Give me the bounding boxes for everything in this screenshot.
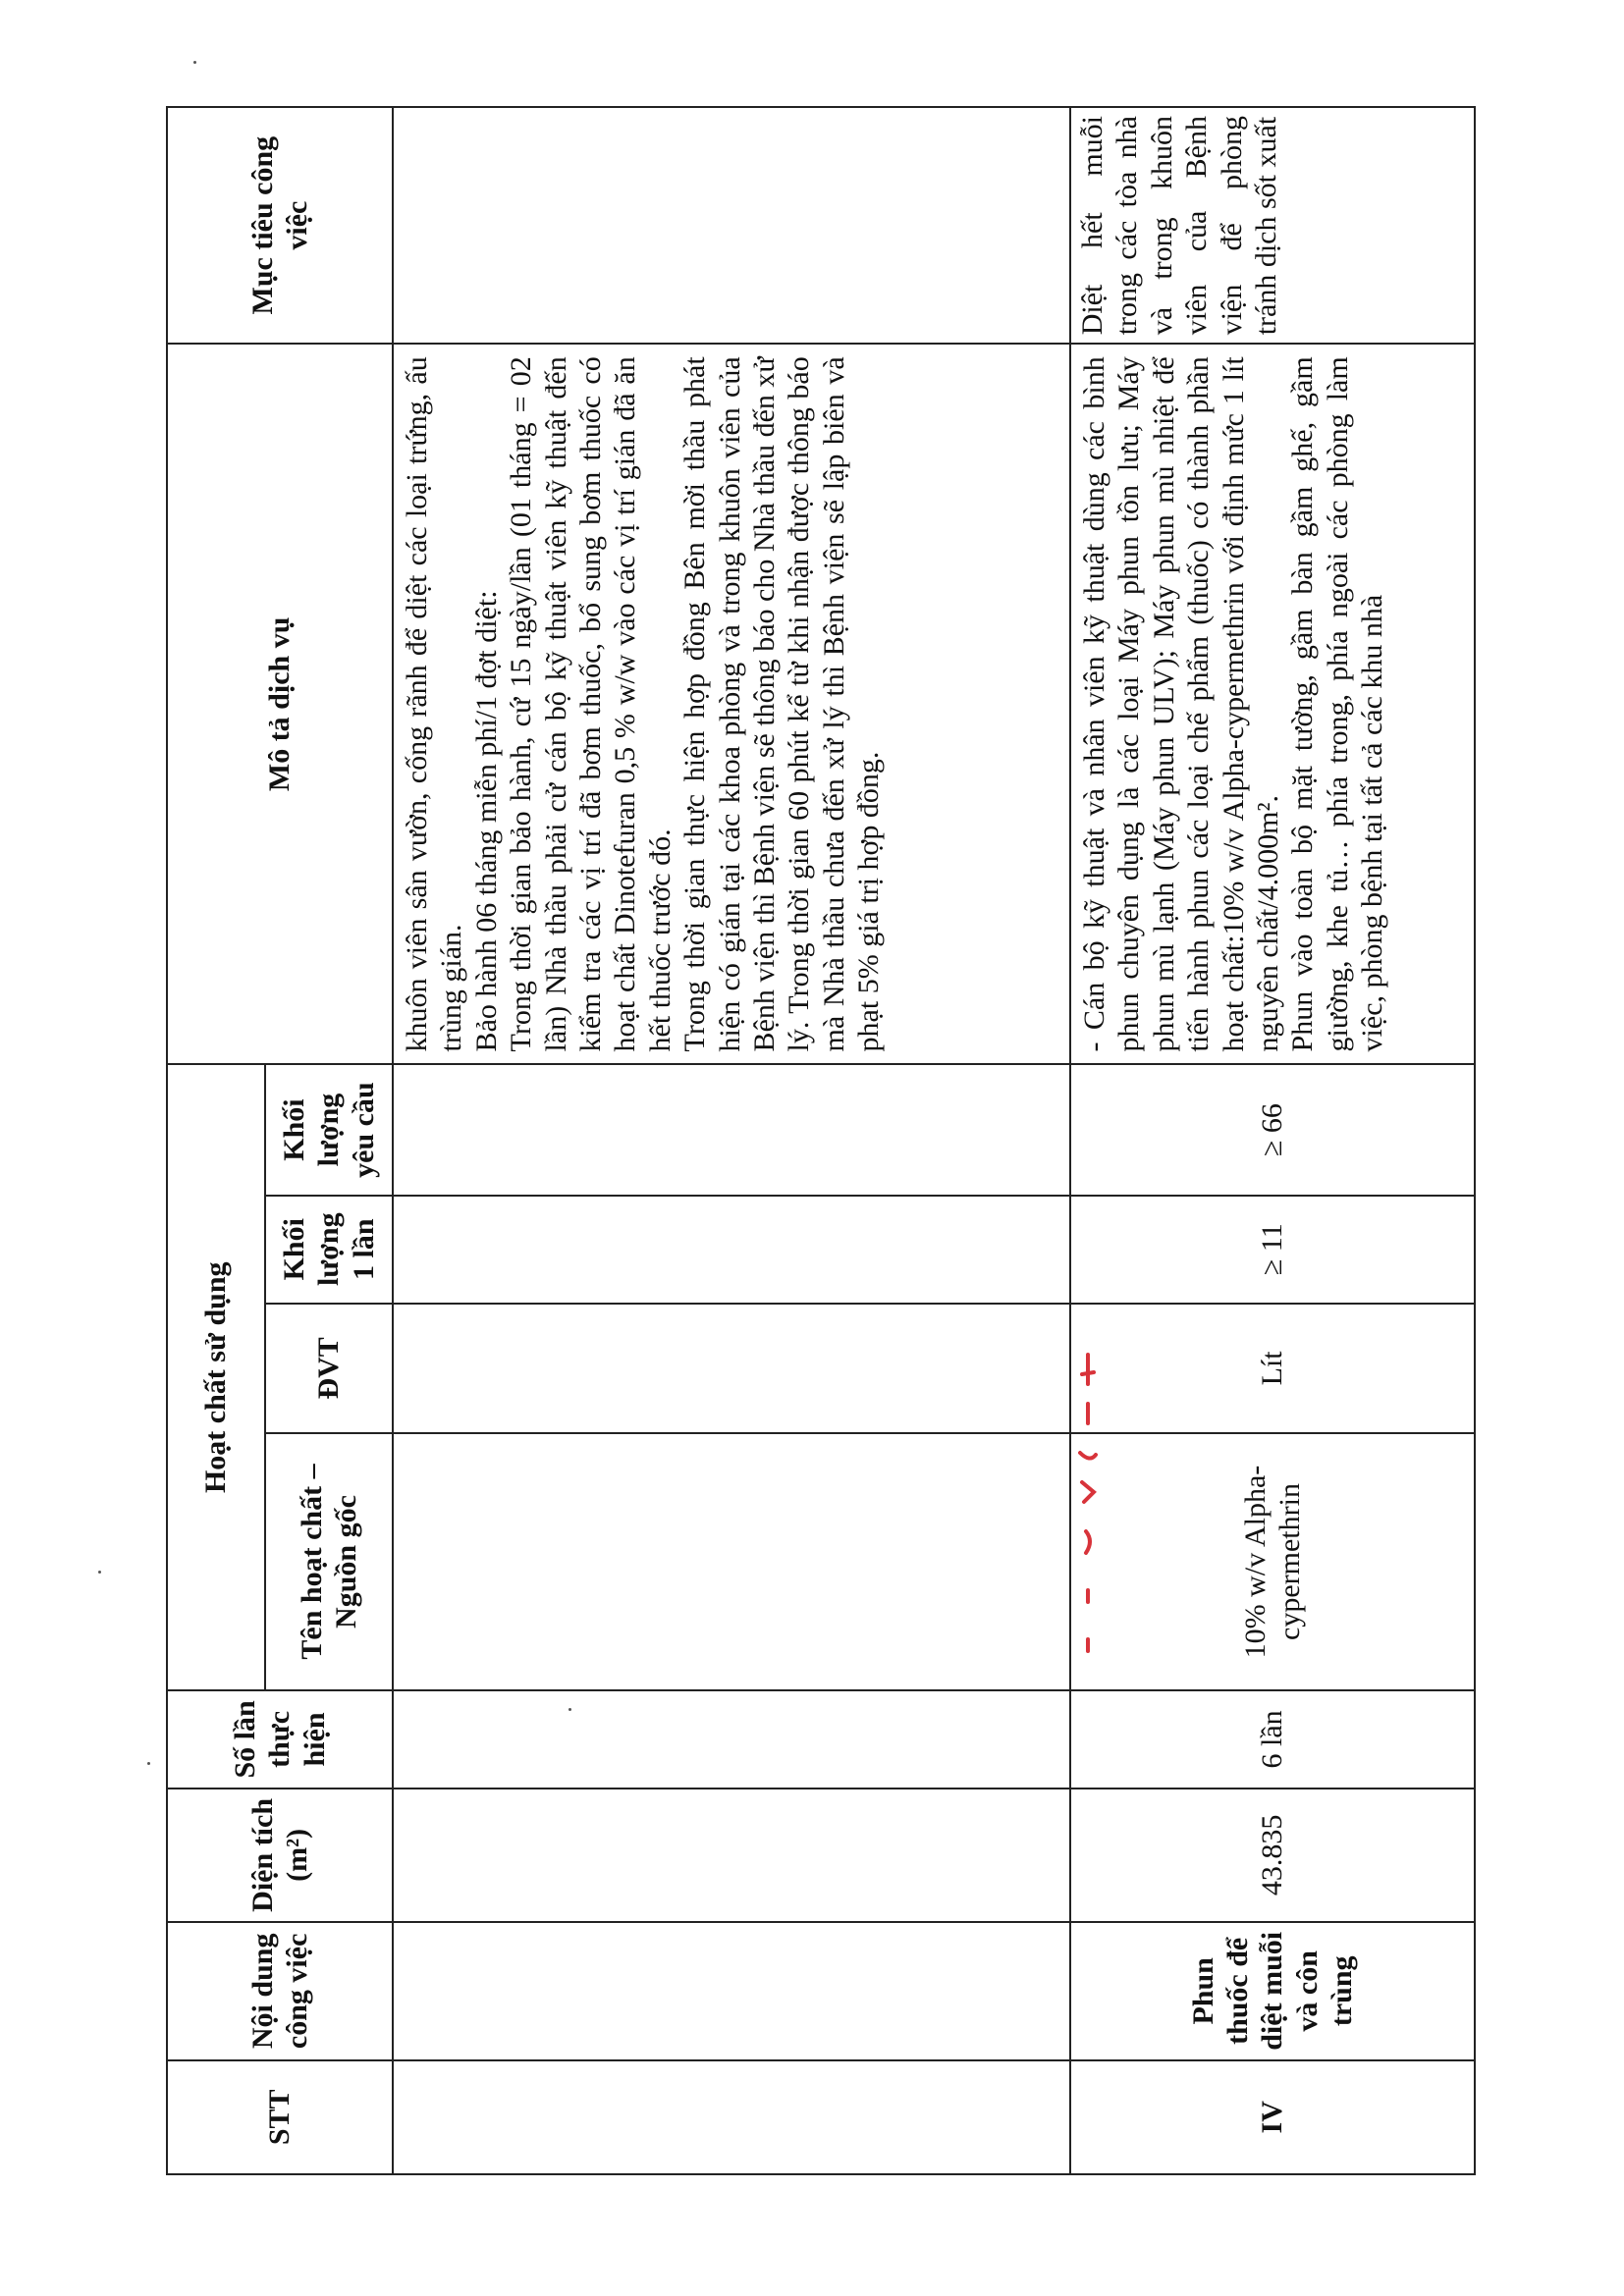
red-initial-mark <box>1068 1345 1108 1669</box>
header-dvt: ĐVT <box>265 1304 393 1433</box>
header-khoi-luong-yeu-cau: Khối lượng yêu cầu <box>265 1064 393 1195</box>
cell-stt: IV <box>1070 2060 1475 2174</box>
red-ink-stroke <box>1086 1531 1090 1553</box>
description-paragraph: Bảo hành 06 tháng miễn phí/1 đợt diệt: <box>469 590 503 1052</box>
cell-noi-dung-empty <box>393 1922 1070 2060</box>
cell-kl1-empty <box>393 1196 1070 1304</box>
cell-khoi-luong-yeu-cau: ≥ 66 <box>1070 1064 1475 1195</box>
cell-so-lan-empty <box>393 1690 1070 1789</box>
table-row-continued <box>393 107 1070 2174</box>
cell-khoi-luong-1-lan: ≥ 11 <box>1070 1196 1475 1304</box>
header-ten-hoat-chat: Tên hoạt chất – Nguồn gốc <box>265 1433 393 1690</box>
description-paragraph: Phun vào toàn bộ mặt tường, gầm bàn gầm ghế, gầm giường, khe tủ… phía trong, phía ngoài các phòng làm việc, phòng bệnh tại tất cả các khu nhà <box>1286 356 1389 1052</box>
cell-hoat-chat-empty <box>393 1433 1070 1690</box>
cell-noi-dung: Phun thuốc để diệt muỗi và côn trùng <box>1070 1922 1475 2060</box>
header-dien-tich: Diện tích (m²) <box>167 1789 393 1922</box>
header-noi-dung: Nội dung công việc <box>167 1922 393 2060</box>
header-muc-tieu: Mục tiêu công việc <box>167 107 393 344</box>
description-paragraph: khuôn viên sân vườn, cống rãnh để diệt các loại trứng, ấu trùng gián. <box>401 356 468 1052</box>
cell-ten-hoat-chat: 10% w/v Alpha-cypermethrin <box>1070 1433 1475 1690</box>
service-table <box>166 106 1476 2175</box>
cell-klyc-empty <box>393 1064 1070 1195</box>
red-ink-stroke <box>1080 1453 1096 1459</box>
cell-stt-empty <box>393 2060 1070 2174</box>
red-ink-stroke <box>1082 1482 1094 1502</box>
cell-description <box>1070 344 1475 1064</box>
table-row-iv <box>1070 107 1475 2174</box>
description-paragraph: - Cán bộ kỹ thuật và nhân viên kỹ thuật dùng các bình phun chuyên dụng là các loại Máy phun tồn lưu; Máy phun mù lạnh (Máy phun ULV); Máy phun mù nhiệt để tiến hành phun các loại chế phẩm (thuốc) có thành phần hoạt chất:10% w/v Alpha-cypermethrin với định mức 1 lít nguyên chất/4.000m². <box>1078 356 1284 1052</box>
cell-dien-tich: 43.835 <box>1070 1789 1475 1922</box>
header-so-lan: Số lần thực hiện <box>167 1690 393 1789</box>
header-row-1 <box>167 107 265 2174</box>
header-stt: STT <box>167 2060 393 2174</box>
cell-muc-tieu: Diệt hết muỗi trong các tòa nhà và trong khuôn viên của Bệnh viện để phòng tránh dịch sốt xuất <box>1070 107 1475 344</box>
cell-muc-tieu-empty <box>393 107 1070 344</box>
cell-dvt-empty <box>393 1304 1070 1433</box>
cell-so-lan: 6 lần <box>1070 1690 1475 1789</box>
cell-dvt: Lít <box>1070 1304 1475 1433</box>
description-paragraph: Trong thời gian bảo hành, cứ 15 ngày/lần (01 tháng = 02 lần) Nhà thầu phải cử cán bộ kỹ thuật viên kỹ thuật đến kiểm tra các vị trí đã bơm thuốc, bổ sung bơm thuốc có hoạt chất Dinotefuran 0,5 % w/w vào các vị trí gián đã ăn hết thuốc trước đó. <box>505 356 677 1052</box>
cell-dien-tich-empty <box>393 1789 1070 1922</box>
cell-description-continued <box>393 344 1070 1064</box>
header-hoat-chat-group: Hoạt chất sử dụng <box>167 1064 265 1690</box>
header-mo-ta: Mô tả dịch vụ <box>167 344 393 1064</box>
header-khoi-luong-1-lan: Khối lượng 1 lần <box>265 1196 393 1304</box>
description-paragraph: Trong thời gian thực hiện hợp đồng Bên mời thầu phát hiện có gián tại các khoa phòng và trong khuôn viên của Bệnh viện thì Bệnh viện sẽ thông báo cho Nhà thầu đến xử lý. Trong thời gian 60 phút kể từ khi nhận được thông báo mà Nhà thầu chưa đến xử lý thì Bệnh viện sẽ lập biên và phạt 5% giá trị hợp đồng. <box>678 356 886 1052</box>
red-ink-stroke <box>1082 1372 1094 1374</box>
